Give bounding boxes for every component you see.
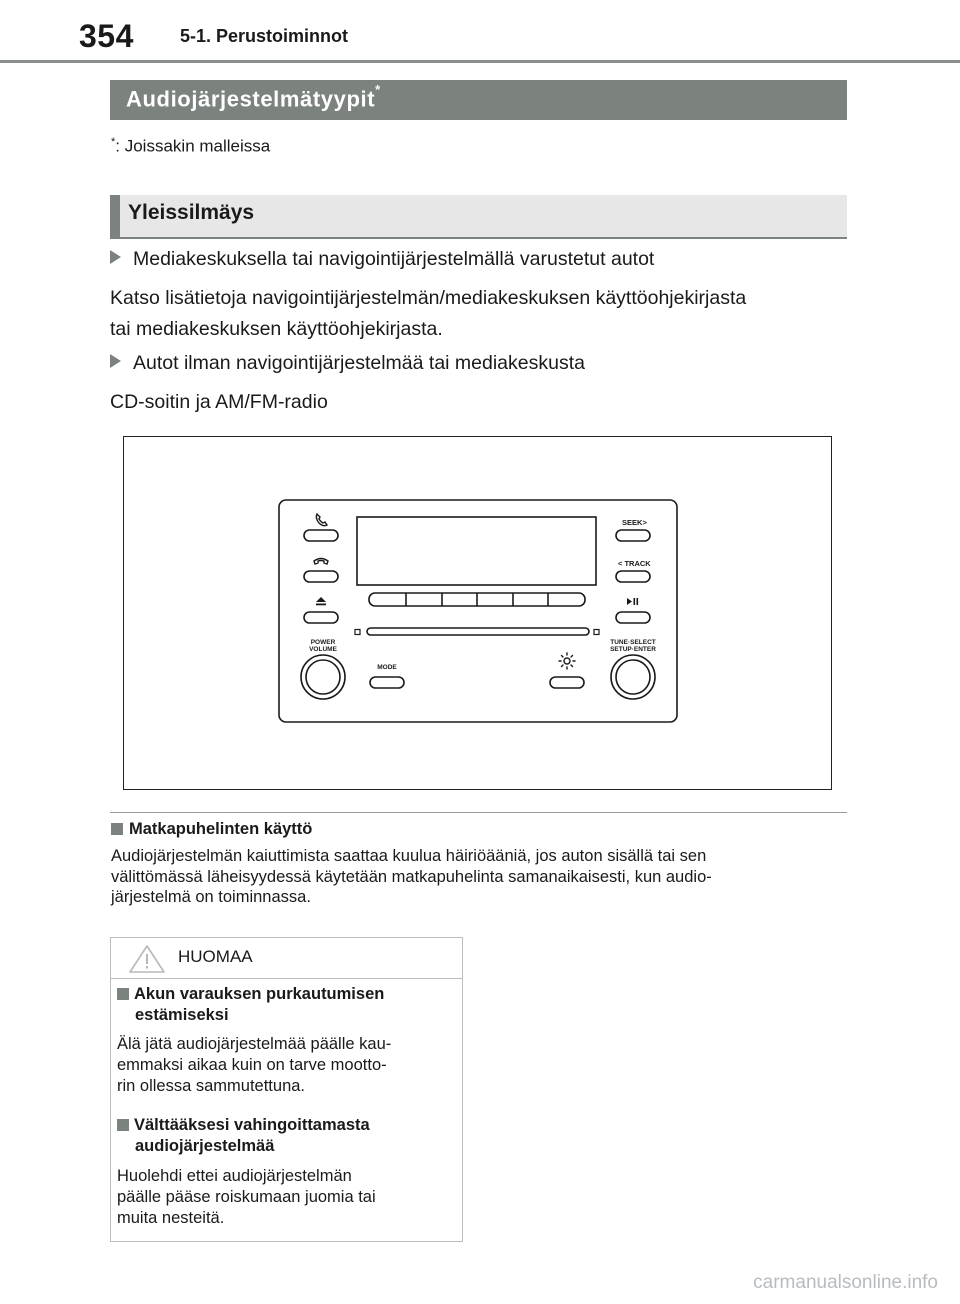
section-breadcrumb: 5-1. Perustoiminnot	[180, 26, 349, 46]
power-label: POWER	[310, 639, 336, 646]
mode-label: MODE	[377, 664, 397, 671]
phone-call-button	[304, 530, 338, 541]
subheading-bar	[110, 195, 847, 239]
mobile-section-heading-text: Matkapuhelinten käyttö	[129, 820, 313, 838]
radio-unit-illustration	[124, 437, 830, 788]
paragraph-1-line-1: Katso lisätietoja navigointijärjestelmän/mediakeskuksen käyttöohjekirjasta	[110, 287, 747, 309]
radio-display	[357, 517, 596, 585]
square-bullet-icon	[117, 988, 129, 1000]
bullet-item-1	[110, 248, 654, 271]
warning-triangle-icon	[128, 944, 166, 974]
notice-item-2-heading	[117, 1115, 452, 1157]
brightness-icon	[564, 658, 570, 664]
bullet-item-2	[110, 352, 585, 375]
paragraph-2: CD-soitin ja AM/FM-radio	[110, 391, 328, 413]
footnote-text: : Joissakin malleissa	[115, 136, 271, 156]
radio-figure	[123, 436, 832, 790]
notice-item-2-heading-line-1: Välttääksesi vahingoittamasta	[134, 1116, 370, 1134]
phone-hangup-button	[304, 571, 338, 582]
notice-header	[111, 938, 462, 979]
title-footnote-marker: *	[375, 82, 381, 97]
section-title-text: Audiojärjestelmätyypit	[126, 86, 376, 112]
paragraph-1	[110, 283, 850, 345]
square-bullet-icon	[111, 823, 123, 835]
paragraph-1-line-2: tai mediakeskuksen käyttöohjekirjasta.	[110, 318, 443, 340]
tune-select-label: TUNE·SELECT	[610, 639, 656, 646]
phone-icon	[316, 514, 327, 526]
notice-item-2-heading-line-2: audiojärjestelmää	[135, 1137, 275, 1155]
volume-label: VOLUME	[309, 646, 337, 653]
eject-icon	[316, 597, 326, 602]
mobile-section-line-3: järjestelmä on toiminnassa.	[111, 888, 311, 906]
bullet-item-1-text: Mediakeskuksella tai navigointijärjestelmällä varustetut autot	[133, 248, 655, 270]
notice-item-2-line-1: Huolehdi ettei audiojärjestelmän	[117, 1167, 352, 1185]
notice-item-1-text	[117, 1034, 452, 1097]
notice-item-1-line-3: rin ollessa sammutettuna.	[117, 1077, 306, 1095]
subheading-text: Yleissilmäys	[128, 201, 255, 224]
cd-slot	[367, 628, 589, 635]
seek-button	[616, 530, 650, 541]
notice-item-2-line-2: päälle pääse roiskumaan juomia tai	[117, 1188, 376, 1206]
notice-item-2-text	[117, 1166, 452, 1229]
power-volume-knob	[301, 655, 345, 699]
header-divider	[0, 60, 960, 63]
mobile-section-heading	[111, 820, 312, 839]
track-button	[616, 571, 650, 582]
section-divider	[110, 812, 847, 813]
notice-label: HUOMAA	[178, 947, 253, 966]
subheading-accent	[110, 195, 120, 239]
watermark: carmanualsonline.info	[753, 1272, 938, 1293]
mobile-section-line-1: Audiojärjestelmän kaiuttimista saattaa kuulua häiriöääniä, jos auton sisällä tai sen	[111, 847, 707, 865]
track-label: < TRACK	[618, 559, 651, 568]
notice-item-1-heading-line-2: estämiseksi	[135, 1006, 229, 1024]
notice-item-1-line-1: Älä jätä audiojärjestelmää päälle kau-	[117, 1035, 392, 1053]
seek-label: SEEK>	[622, 518, 647, 527]
notice-item-1-heading	[117, 984, 452, 1026]
notice-box	[110, 937, 463, 1242]
setup-enter-label: SETUP·ENTER	[610, 646, 656, 653]
footnote	[111, 136, 270, 157]
tune-select-knob	[611, 655, 655, 699]
mobile-section-line-2: välittömässä läheisyydessä käytetään matkapuhelinta samanaikaisesti, kun audio-	[111, 867, 712, 886]
footnote-marker: *	[111, 136, 116, 148]
notice-item-1-heading-line-1: Akun varauksen purkautumisen	[134, 985, 385, 1003]
triangle-bullet-icon	[110, 250, 121, 264]
mode-button	[370, 677, 404, 688]
section-title	[126, 82, 381, 112]
triangle-bullet-icon	[110, 354, 121, 368]
notice-item-1-line-2: emmaksi aikaa kuin on tarve mootto-	[117, 1056, 387, 1074]
brightness-button	[550, 677, 584, 688]
section-title-bar	[110, 80, 847, 120]
bullet-item-2-text: Autot ilman navigointijärjestelmää tai mediakeskusta	[133, 352, 585, 374]
eject-button	[304, 612, 338, 623]
hangup-icon	[314, 559, 328, 565]
notice-item-2-line-3: muita nesteitä.	[117, 1209, 225, 1227]
play-pause-icon	[627, 598, 632, 605]
mobile-section-text	[111, 846, 851, 908]
page-number: 354	[79, 18, 134, 54]
play-pause-button	[616, 612, 650, 623]
square-bullet-icon	[117, 1119, 129, 1131]
